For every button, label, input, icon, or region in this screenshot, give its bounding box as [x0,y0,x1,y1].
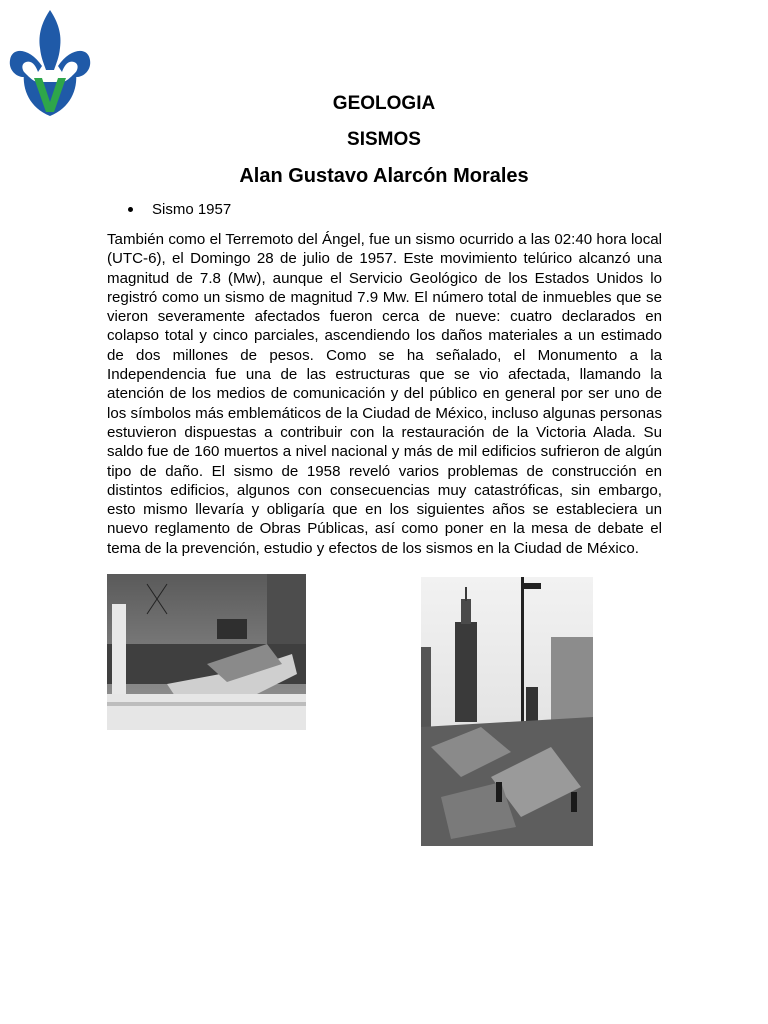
document-title: GEOLOGIA [332,93,436,114]
author-name: Alan Gustavo Alarcón Morales [239,165,529,187]
document-subtitle: SISMOS [347,129,421,150]
fallen-angel-monument-photo [107,574,306,730]
bullet-icon [128,207,133,212]
bullet-text: Sismo 1957 [152,201,232,218]
body-paragraph: También como el Terremoto del Ángel, fue un sismo ocurrido a las 02:40 hora local (UTC-6), el Domingo 28 de julio de 1957. Este movimiento telúrico alcanzó una magnitud de 7.8 (Mw), aunque el Servicio Geológico de los Estados Unidos lo registró como un sismo de magnitud 7.9 Mw. El número total de inmuebles que se vieron severamente afectados fueron cerca de nueve: cuatro declarados en colapso total y cinco parciales, ascendiendo los daños materiales a un estimado de dos millones de pesos. Como se ha señalado, el Monumento a la Independencia fue una de las estructuras que se vio afectada, llamando la atención de los medios de comunicación y del público en general por ser uno de los símbolos más emblemáticos de la Ciudad de México, incluso algunas personas estuvieron dispuestas a contribuir con la restauración de la Victoria Alada. Su saldo fue de 160 muertos a nivel nacional y más de mil edificios sufrieron de algún tipo de daño. El sismo de 1958 reveló varios problemas de construcción en distintos edificios, algunos con consecuencias muy catastróficas, sin embargo, esto mismo llevaría y obligaría que en los siguientes años se estableciera un nuevo reglamento de Obras Públicas, así como poner en la mesa de debate el tema de la prevención, estudio y efectos de los sismos en la Ciudad de México. [107,231,662,557]
bullet-list [128,200,231,220]
collapsed-buildings-tower-photo [421,577,593,846]
list-item [128,200,231,220]
